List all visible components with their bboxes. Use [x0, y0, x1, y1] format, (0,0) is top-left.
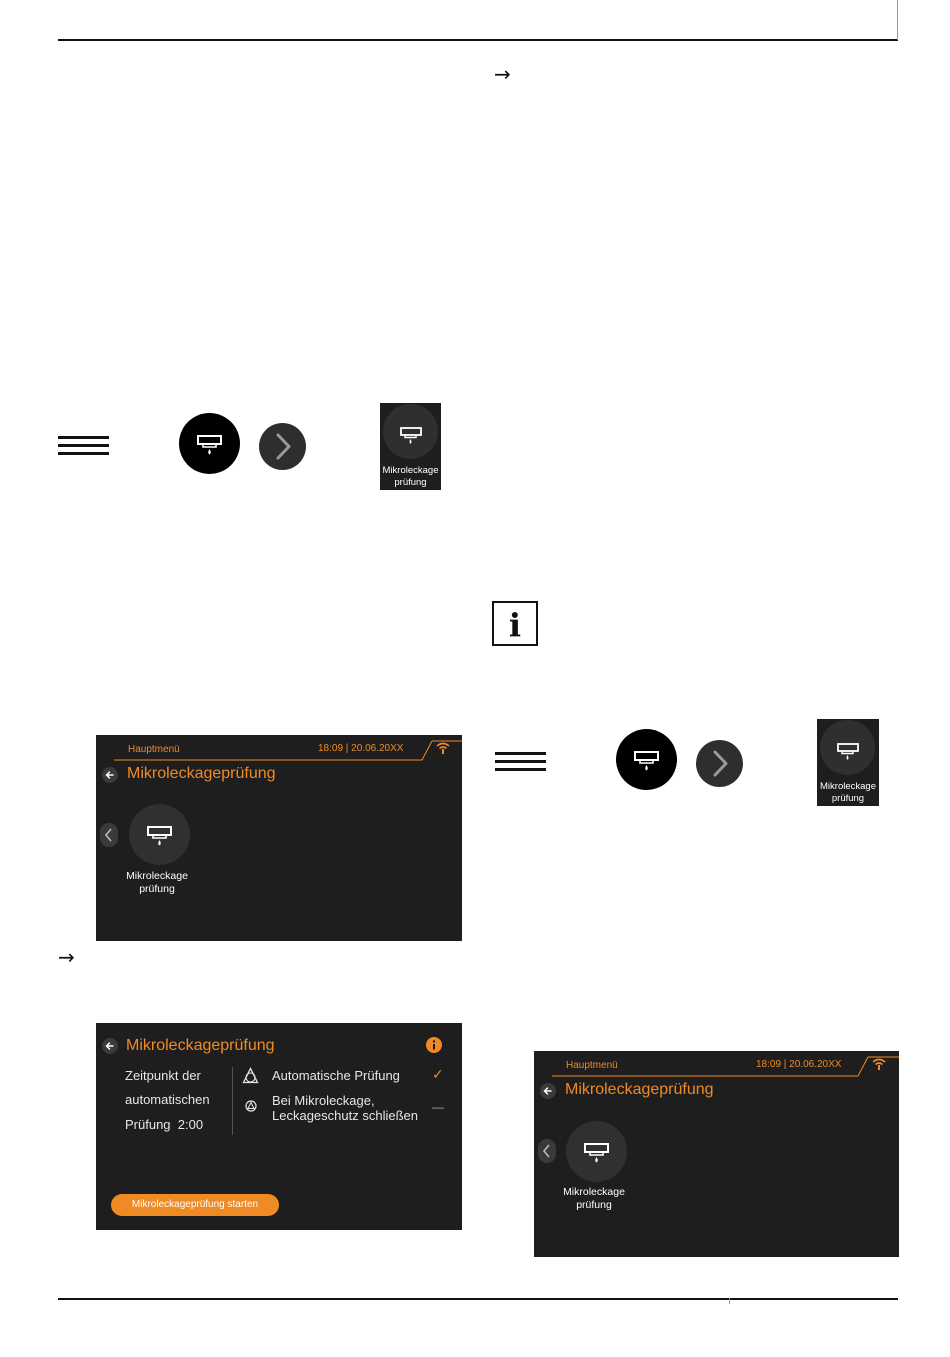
tile-label-line2: prüfung	[831, 793, 865, 804]
column-divider	[232, 1067, 233, 1135]
scroll-left-button[interactable]	[538, 1139, 556, 1163]
header-divider	[534, 1051, 899, 1081]
header-title: Hauptmenü	[128, 744, 180, 755]
bottom-rule	[58, 1298, 898, 1300]
leak-protection-icon	[244, 1099, 258, 1113]
menu-item-label-line1: Mikroleckage	[126, 870, 188, 882]
device-screen-main-menu	[96, 735, 462, 941]
leak-check-tile	[380, 403, 441, 490]
menu-item-label-line1: Mikroleckage	[563, 1186, 625, 1198]
screen-title: Mikroleckageprüfung	[565, 1081, 714, 1098]
option-leak-protection-toggle[interactable]: —	[432, 1100, 444, 1114]
option-auto-check-label: Automatische Prüfung	[272, 1068, 400, 1083]
leak-check-menu-item[interactable]	[566, 1121, 627, 1182]
tile-label-line2: prüfung	[394, 477, 427, 488]
back-button[interactable]	[540, 1083, 556, 1099]
tile-label-line1: Mikroleckage	[820, 781, 876, 792]
chevron-left-icon	[538, 1139, 556, 1163]
option-leak-protection-line1: Bei Mikroleckage,	[272, 1093, 375, 1108]
header-datetime: 18:09 | 20.06.20XX	[318, 743, 404, 754]
leak-check-menu-item[interactable]	[129, 804, 190, 865]
arrow-right-1: →	[494, 62, 511, 86]
schedule-line2: automatischen	[125, 1092, 210, 1107]
leak-check-round-icon	[179, 413, 240, 474]
back-button[interactable]	[102, 767, 118, 783]
wifi-icon	[871, 1057, 887, 1071]
menu-item-label-line2: prüfung	[139, 883, 175, 895]
header-divider	[96, 735, 462, 765]
header-title: Hauptmenü	[566, 1060, 618, 1071]
leak-check-round-icon	[616, 729, 677, 790]
schedule-time[interactable]: Prüfung 2:00	[125, 1117, 204, 1132]
screen-title: Mikroleckageprüfung	[126, 1037, 275, 1054]
schedule-line1: Zeitpunkt der	[125, 1068, 201, 1083]
header-datetime: 18:09 | 20.06.20XX	[756, 1059, 842, 1070]
menu-item-label-line2: prüfung	[576, 1199, 612, 1211]
back-arrow-icon	[540, 1083, 556, 1099]
bottom-tick	[729, 1298, 730, 1304]
info-icon[interactable]	[426, 1037, 442, 1053]
menu-icon	[58, 436, 109, 456]
auto-check-icon	[242, 1067, 259, 1085]
chevron-right-icon	[259, 423, 306, 470]
device-screen-main-menu	[534, 1051, 899, 1257]
option-leak-protection-line2: Leckageschutz schließen	[272, 1108, 418, 1123]
wifi-icon	[435, 741, 451, 755]
tile-label-line1: Mikroleckage	[382, 465, 439, 476]
back-arrow-icon	[102, 767, 118, 783]
arrow-right-2: →	[58, 945, 75, 969]
option-auto-check-checkmark[interactable]: ✓	[432, 1067, 444, 1083]
info-glyph: i	[508, 606, 522, 644]
leak-check-icon	[129, 804, 190, 865]
leak-check-icon	[566, 1121, 627, 1182]
top-rule	[58, 39, 898, 41]
back-button[interactable]	[102, 1038, 118, 1054]
menu-icon	[495, 752, 546, 772]
scroll-left-button[interactable]	[100, 823, 118, 847]
back-arrow-icon	[102, 1038, 118, 1054]
device-screen-leak-check	[96, 1023, 462, 1230]
screen-title: Mikroleckageprüfung	[127, 765, 276, 782]
top-right-tick	[897, 0, 898, 40]
start-leak-check-button[interactable]: Mikroleckageprüfung starten	[111, 1194, 279, 1216]
chevron-left-icon	[100, 823, 118, 847]
info-icon	[492, 601, 538, 646]
leak-check-tile	[817, 719, 879, 806]
chevron-right-icon	[696, 740, 743, 787]
